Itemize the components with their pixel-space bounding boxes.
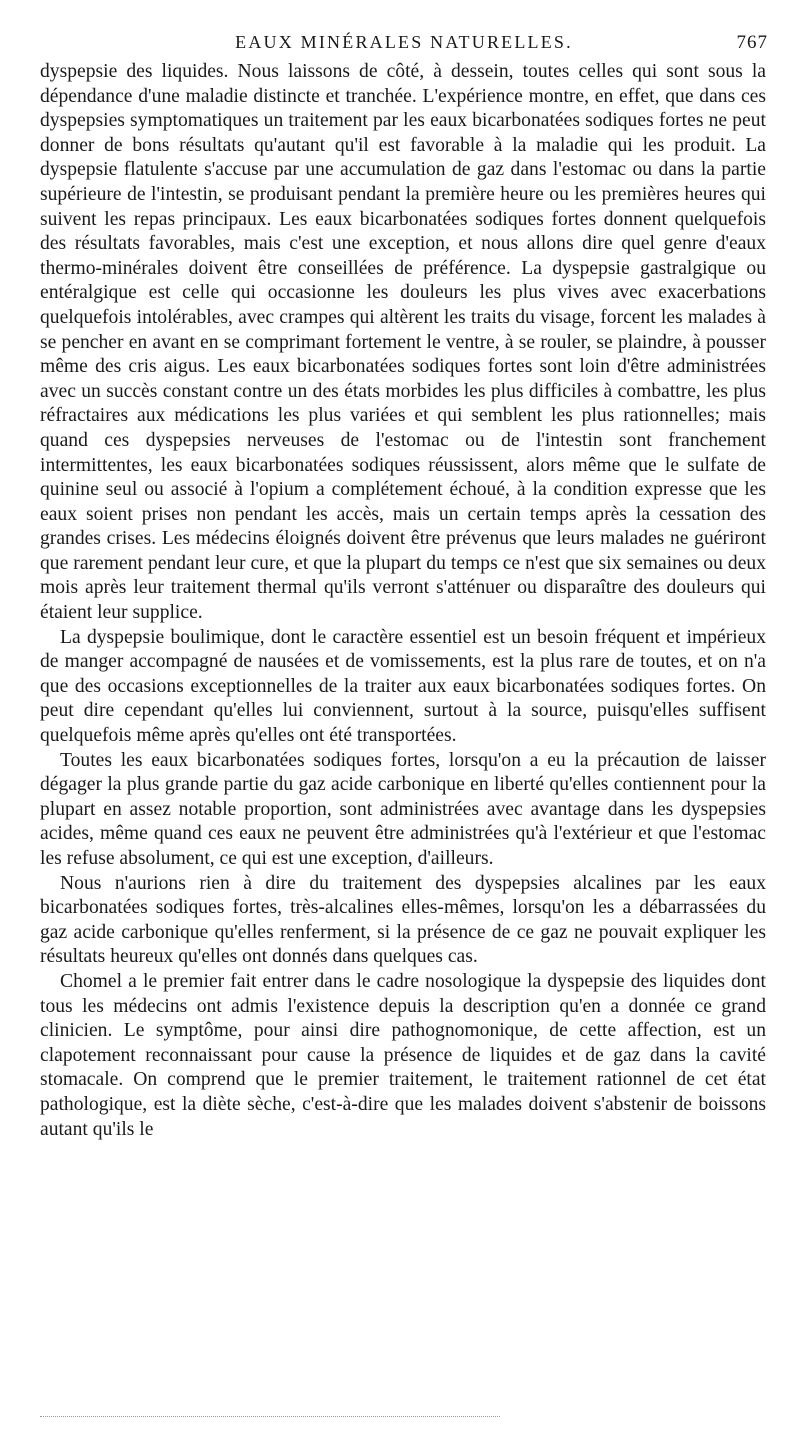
paragraph-dyspepsies-alcalines: Nous n'aurions rien à dire du traitement des dyspepsies alcalines par les eaux bicarbonatées sodiques fortes, très-alcalines elles-mêmes, lorsqu'on les a débarrassées du gaz acide carbonique qu'elles renferment, si la présence de ce gaz ne pouvait expliquer les résultats heureux qu'elles ont donnés dans quelques cas.: [40, 872, 766, 968]
running-title: EAUX MINÉRALES NATURELLES.: [235, 32, 573, 52]
paragraph-dyspepsies-acides: Toutes les eaux bicarbonatées sodiques fortes, lorsqu'on a eu la précaution de laisser dégager la plus grande partie du gaz acide carbonique en liberté qu'elles contiennent pour la plupart en assez notable proportion, sont administrées avec avantage dans les dyspepsies acides, même quand ces eaux ne peuvent être administrées qu'à l'extérieur et que l'estomac les refuse absolument, ce qui est une exception, d'ailleurs.: [40, 749, 766, 869]
paragraph-boulimique: La dyspepsie boulimique, dont le caractère essentiel est un besoin fréquent et impérieux de manger accompagné de nausées et de vomissements, est la plus rare de toutes, et on n'a que des occasions exceptionnelles de la traiter aux eaux bicarbonatées sodiques fortes. On peut dire cependant qu'elles lui conviennent, surtout à la source, puisqu'elles suffisent quelquefois même après qu'elles ont été transportées.: [40, 626, 766, 747]
running-head: [40, 30, 768, 56]
body-text: [40, 60, 766, 1142]
paragraph-continuation: dyspepsie des liquides. Nous laissons de côté, à dessein, toutes celles qui sont sous la dépendance d'une maladie distincte et tranchée. L'expérience montre, en effet, que dans ces dyspepsies symptomatiques un traitement par les eaux bicarbonatées sodiques fortes ne peut donner de bons résultats qu'autant qu'il est favorable à la maladie qui les produit. La dyspepsie flatulente s'accuse par une accumulation de gaz dans l'estomac ou dans la partie supérieure de l'intestin, se produisant pendant la première heure ou les premières heures qui suivent les repas principaux. Les eaux bicarbonatées sodiques fortes donnent quelquefois des résultats favorables, mais c'est une exception, et nous allons dire quel genre d'eaux thermo-minérales doivent être conseillées de préférence. La dyspepsie gastralgique ou entéralgique est celle qui occasionne les douleurs les plus vives avec exacerbations quelquefois intolérables, avec crampes qui altèrent les traits du visage, forcent les malades à se pencher en avant en se comprimant fortement le ventre, à se rouler, se plaindre, à pousser même des cris aigus. Les eaux bicarbonatées sodiques fortes sont loin d'être administrées avec un succès constant contre un des états morbides les plus difficiles à combattre, les plus réfractaires aux médications les plus variées et qui semblent les plus rationnelles; mais quand ces dyspepsies nerveuses de l'estomac ou de l'intestin sont franchement intermittentes, les eaux bicarbonatées sodiques réussissent, alors même que le sulfate de quinine seul ou associé à l'opium a complétement échoué, à la condition expresse que les eaux soient prises non pendant les accès, mais un certain temps après la cessation des grandes crises. Les médecins éloignés doivent être prévenus que leurs malades ne guériront que rarement pendant leur cure, et que la plupart du temps ce n'est que six semaines ou deux mois après leur traitement thermal qu'ils verront s'atténuer ou disparaître des douleurs qui étaient leur supplice.: [40, 61, 766, 624]
page-number: 767: [736, 32, 768, 53]
footer-rule: [40, 1416, 500, 1417]
paragraph-chomel: Chomel a le premier fait entrer dans le cadre nosologique la dyspepsie des liquides dont tous les médecins ont admis l'existence depuis la description qu'en a donnée ce grand clinicien. Le symptôme, pour ainsi dire pathognomonique, de cette affection, est un clapotement reconnaissant pour cause la présence de liquides et de gaz dans la cavité stomacale. On comprend que le premier traitement, le traitement rationnel de cet état pathologique, est la diète sèche, c'est-à-dire que les malades doivent s'abstenir de boissons autant qu'ils le: [40, 970, 766, 1140]
